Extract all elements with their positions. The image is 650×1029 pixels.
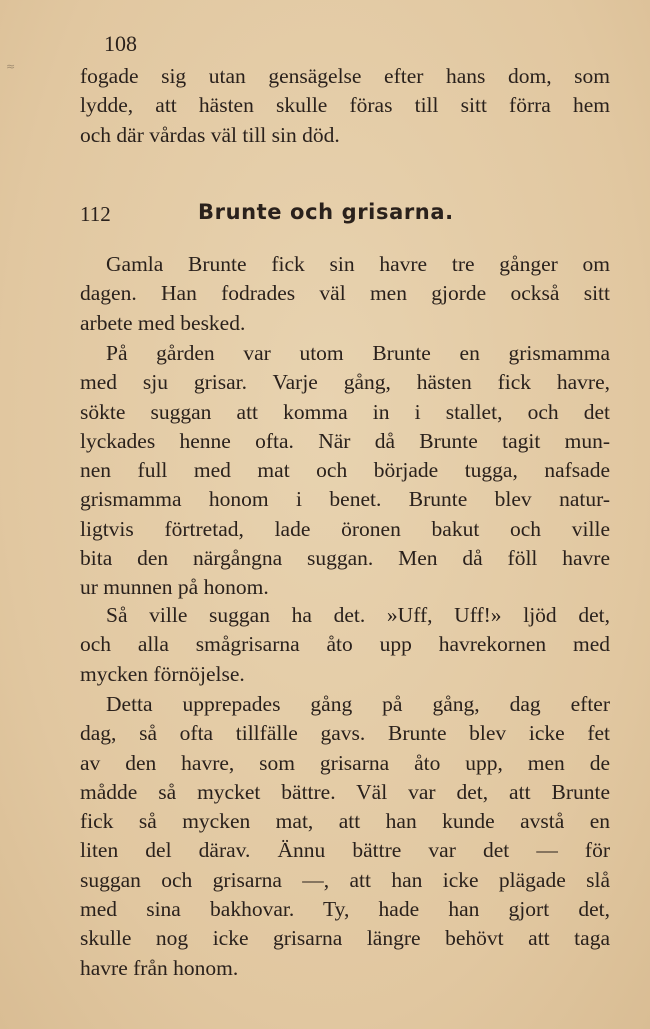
- margin-mark: ≈: [6, 60, 16, 73]
- text-line: grismamma honom i benet. Brunte blev natur-: [80, 487, 610, 512]
- text-line: Detta upprepades gång på gång, dag efter: [106, 692, 610, 716]
- text-line: liten del därav. Ännu bättre var det — för: [80, 838, 610, 863]
- text-line: nen full med mat och började tugga, nafsade: [80, 458, 610, 483]
- text-line: mycken förnöjelse.: [80, 661, 245, 686]
- section-title: Brunte och grisarna.: [198, 200, 454, 224]
- text-line: arbete med besked.: [80, 310, 246, 335]
- text-line: lydde, att hästen skulle föras till sitt förra hem: [80, 93, 610, 118]
- text-line: med sju grisar. Varje gång, hästen fick havre,: [80, 370, 610, 395]
- text-line: Så ville suggan ha det. »Uff, Uff!» ljöd det,: [106, 603, 610, 627]
- text-line: skulle nog icke grisarna längre behövt att taga: [80, 926, 610, 951]
- text-line: lyckades henne ofta. När då Brunte tagit mun-: [80, 428, 610, 453]
- text-line: havre från honom.: [80, 955, 239, 980]
- text-line: fogade sig utan gensägelse efter hans dom, som: [80, 64, 610, 88]
- text-line: och alla smågrisarna åto upp havrekornen med: [80, 632, 610, 657]
- text-line: bita den närgångna suggan. Men då föll havre: [80, 546, 610, 571]
- paragraph-2: [80, 339, 610, 603]
- text-line: Gamla Brunte fick sin havre tre gånger om: [106, 252, 610, 276]
- text-line: sökte suggan att komma in i stallet, och det: [80, 399, 610, 424]
- text-line: fick så mycken mat, att han kunde avstå en: [80, 809, 610, 834]
- paragraph-3: [80, 601, 610, 689]
- text-line: ligtvis förtretad, lade öronen bakut och ville: [80, 516, 610, 541]
- text-line: mådde så mycket bättre. Väl var det, att Brunte: [80, 779, 610, 804]
- top-paragraph: [80, 62, 610, 150]
- text-line: med sina bakhovar. Ty, hade han gjort det,: [80, 897, 610, 922]
- paragraph-1: [80, 250, 610, 338]
- text-line: suggan och grisarna —, att han icke plägade slå: [80, 867, 610, 892]
- text-line: dag, så ofta tillfälle gavs. Brunte blev icke fet: [80, 721, 610, 746]
- section-heading: [80, 200, 610, 232]
- text-line: dagen. Han fodrades väl men gjorde också sitt: [80, 281, 610, 306]
- text-line: och där vårdas väl till sin död.: [80, 122, 340, 147]
- page-number: 108: [104, 31, 137, 56]
- text-line: av den havre, som grisarna åto upp, men de: [80, 750, 610, 775]
- paragraph-4: [80, 690, 610, 983]
- text-line: ur munnen på honom.: [80, 575, 269, 600]
- text-line: På gården var utom Brunte en grismamma: [106, 341, 610, 365]
- section-number: 112: [80, 202, 111, 226]
